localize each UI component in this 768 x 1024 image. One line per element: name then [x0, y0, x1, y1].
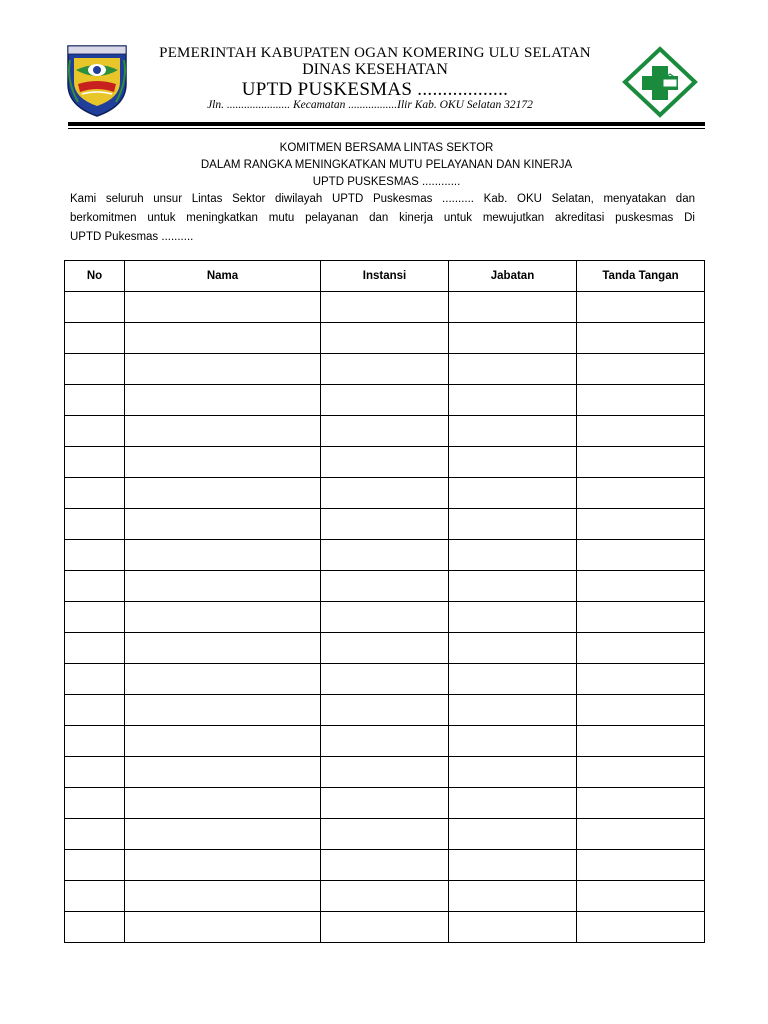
header-rule-thin [68, 128, 705, 129]
cell-nama [125, 478, 321, 509]
cell-jabatan [449, 509, 577, 540]
cell-no [65, 416, 125, 447]
document-subtitle: DALAM RANGKA MENINGKATKAN MUTU PELAYANAN DAN KINERJA [200, 159, 573, 171]
cell-tanda-tangan [577, 757, 705, 788]
cell-no [65, 354, 125, 385]
cell-nama [125, 354, 321, 385]
cell-no [65, 788, 125, 819]
cell-nama [125, 757, 321, 788]
cell-instansi [321, 416, 449, 447]
cell-no [65, 292, 125, 323]
table-row [65, 881, 705, 912]
table-row [65, 602, 705, 633]
table-row [65, 416, 705, 447]
cell-jabatan [449, 292, 577, 323]
cell-instansi [321, 602, 449, 633]
table-row [65, 571, 705, 602]
cell-instansi [321, 385, 449, 416]
cell-nama [125, 292, 321, 323]
cell-nama [125, 571, 321, 602]
cell-no [65, 633, 125, 664]
intro-line: berkomitmen untuk meningkatkan mutu pelayanan dan kinerja untuk mewujutkan akreditasi puskesmas Di [70, 212, 695, 224]
cell-jabatan [449, 757, 577, 788]
cell-tanda-tangan [577, 323, 705, 354]
table-row [65, 757, 705, 788]
letterhead [0, 0, 768, 130]
cell-no [65, 881, 125, 912]
cell-instansi [321, 478, 449, 509]
cell-tanda-tangan [577, 540, 705, 571]
cell-instansi [321, 881, 449, 912]
cell-nama [125, 509, 321, 540]
cell-nama [125, 323, 321, 354]
intro-line: UPTD Pukesmas .......... [70, 231, 194, 243]
department-heading: DINAS KESEHATAN [302, 61, 448, 78]
cell-jabatan [449, 664, 577, 695]
table-row [65, 447, 705, 478]
cell-jabatan [449, 881, 577, 912]
table-header-row [65, 261, 705, 292]
table-row [65, 726, 705, 757]
cell-instansi [321, 292, 449, 323]
cell-instansi [321, 323, 449, 354]
column-header-instansi: Instansi [321, 261, 449, 292]
cell-tanda-tangan [577, 695, 705, 726]
document-titles [68, 140, 705, 191]
cell-jabatan [449, 447, 577, 478]
table-row [65, 509, 705, 540]
cell-nama [125, 602, 321, 633]
intro-line: Kami seluruh unsur Lintas Sektor diwilayah UPTD Puskesmas .......... Kab. OKU Selatan, menyatakan dan [70, 193, 695, 205]
cell-jabatan [449, 385, 577, 416]
cell-no [65, 385, 125, 416]
cell-jabatan [449, 540, 577, 571]
table-row [65, 664, 705, 695]
cell-jabatan [449, 633, 577, 664]
cell-tanda-tangan [577, 447, 705, 478]
cell-no [65, 695, 125, 726]
table-row [65, 540, 705, 571]
cell-jabatan [449, 726, 577, 757]
table-row [65, 385, 705, 416]
cell-nama [125, 447, 321, 478]
cell-nama [125, 540, 321, 571]
cell-nama [125, 819, 321, 850]
column-header-no: No [65, 261, 125, 292]
cell-no [65, 323, 125, 354]
cell-instansi [321, 726, 449, 757]
cell-nama [125, 385, 321, 416]
document-title: KOMITMEN BERSAMA LINTAS SEKTOR [279, 142, 494, 154]
cell-instansi [321, 540, 449, 571]
cell-instansi [321, 664, 449, 695]
cell-jabatan [449, 695, 577, 726]
document-subtitle-puskesmas: UPTD PUSKESMAS ............ [312, 176, 461, 188]
address-line: Jln. ...................... Kecamatan .................Ilir Kab. OKU Selatan 32172 [207, 99, 533, 111]
table-row [65, 354, 705, 385]
table-row [65, 850, 705, 881]
cell-instansi [321, 447, 449, 478]
cell-jabatan [449, 571, 577, 602]
cell-instansi [321, 788, 449, 819]
cell-nama [125, 633, 321, 664]
table-body [65, 292, 705, 943]
column-header-tanda-tangan: Tanda Tangan [577, 261, 705, 292]
column-header-jabatan: Jabatan [449, 261, 577, 292]
signature-table [64, 260, 705, 943]
cell-tanda-tangan [577, 292, 705, 323]
cell-tanda-tangan [577, 509, 705, 540]
cell-instansi [321, 633, 449, 664]
cell-no [65, 478, 125, 509]
cell-tanda-tangan [577, 881, 705, 912]
cell-tanda-tangan [577, 819, 705, 850]
cell-no [65, 664, 125, 695]
cell-nama [125, 788, 321, 819]
intro-paragraph [70, 190, 695, 247]
cell-instansi [321, 850, 449, 881]
cell-instansi [321, 912, 449, 943]
puskesmas-logo-icon [622, 46, 698, 118]
cell-tanda-tangan [577, 633, 705, 664]
regency-crest-icon [64, 40, 130, 118]
cell-nama [125, 726, 321, 757]
cell-instansi [321, 571, 449, 602]
cell-tanda-tangan [577, 354, 705, 385]
cell-jabatan [449, 819, 577, 850]
cell-jabatan [449, 416, 577, 447]
government-heading: PEMERINTAH KABUPATEN OGAN KOMERING ULU SELATAN [159, 45, 591, 61]
cell-tanda-tangan [577, 912, 705, 943]
table-row [65, 633, 705, 664]
table-row [65, 788, 705, 819]
cell-tanda-tangan [577, 478, 705, 509]
cell-instansi [321, 757, 449, 788]
cell-no [65, 757, 125, 788]
cell-jabatan [449, 323, 577, 354]
cell-tanda-tangan [577, 850, 705, 881]
cell-instansi [321, 819, 449, 850]
cell-no [65, 912, 125, 943]
cell-jabatan [449, 788, 577, 819]
cell-jabatan [449, 850, 577, 881]
table-row [65, 912, 705, 943]
column-header-nama: Nama [125, 261, 321, 292]
cell-instansi [321, 354, 449, 385]
cell-instansi [321, 509, 449, 540]
cell-nama [125, 912, 321, 943]
cell-jabatan [449, 478, 577, 509]
cell-no [65, 819, 125, 850]
cell-nama [125, 695, 321, 726]
puskesmas-heading: UPTD PUSKESMAS .................. [241, 79, 509, 100]
table-row [65, 478, 705, 509]
cell-no [65, 602, 125, 633]
cell-tanda-tangan [577, 664, 705, 695]
table-row [65, 819, 705, 850]
cell-no [65, 850, 125, 881]
cell-jabatan [449, 354, 577, 385]
cell-no [65, 540, 125, 571]
table-row [65, 323, 705, 354]
header-rule-thick [68, 122, 705, 126]
table-row [65, 292, 705, 323]
cell-nama [125, 664, 321, 695]
cell-nama [125, 881, 321, 912]
cell-no [65, 509, 125, 540]
cell-nama [125, 850, 321, 881]
cell-no [65, 571, 125, 602]
cell-tanda-tangan [577, 788, 705, 819]
cell-nama [125, 416, 321, 447]
cell-tanda-tangan [577, 571, 705, 602]
cell-tanda-tangan [577, 416, 705, 447]
cell-instansi [321, 695, 449, 726]
cell-tanda-tangan [577, 726, 705, 757]
cell-jabatan [449, 602, 577, 633]
cell-no [65, 726, 125, 757]
cell-jabatan [449, 912, 577, 943]
table-row [65, 695, 705, 726]
cell-no [65, 447, 125, 478]
cell-tanda-tangan [577, 385, 705, 416]
cell-tanda-tangan [577, 602, 705, 633]
